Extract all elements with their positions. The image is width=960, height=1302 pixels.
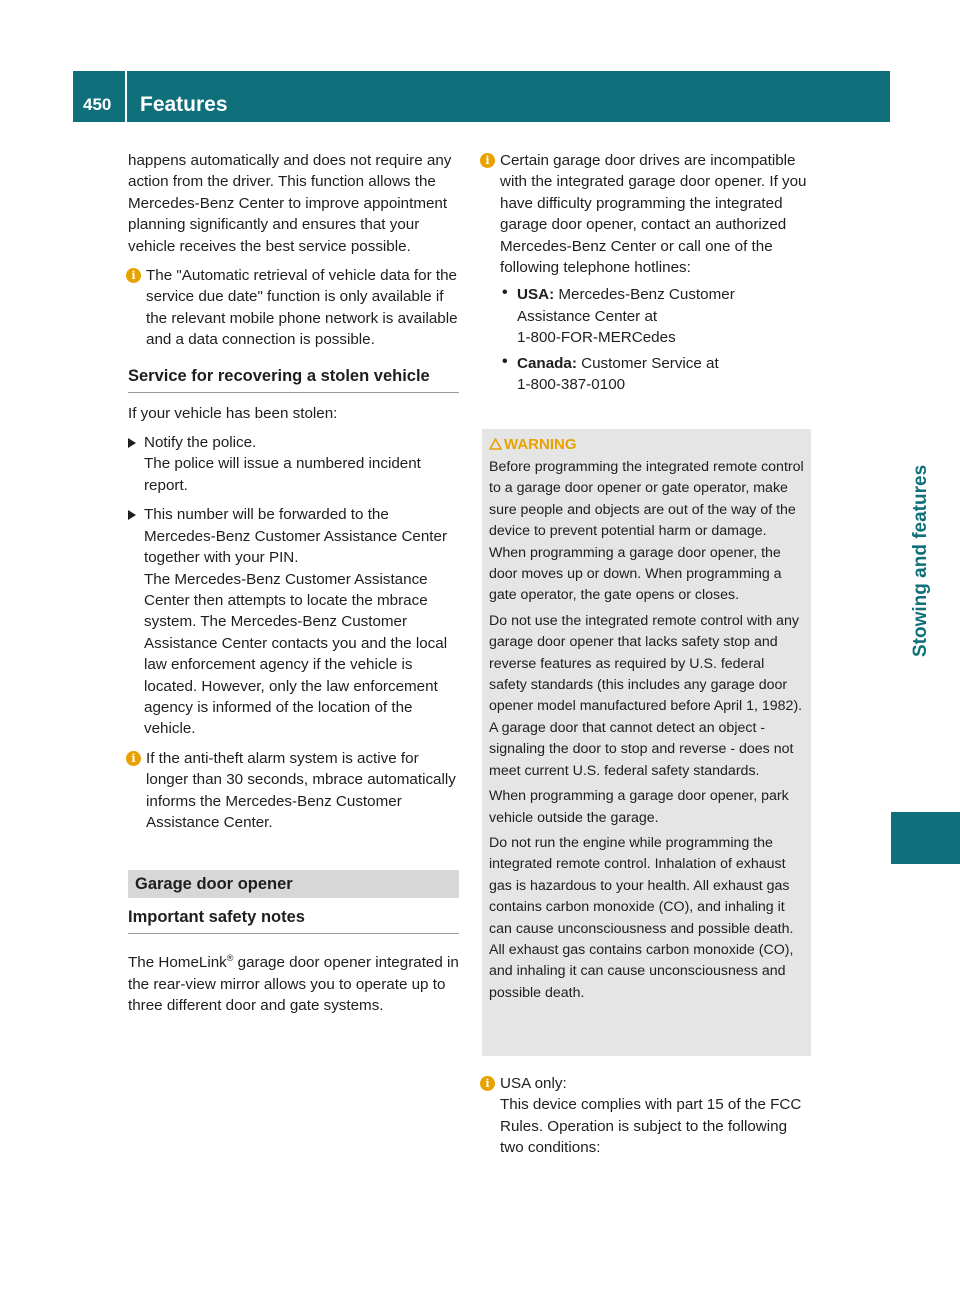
warning-triangle-icon <box>489 438 502 450</box>
step-text: This number will be forwarded to the Mercedes-Benz Customer Assistance Center together with your PIN. <box>144 506 448 567</box>
step-forward-number <box>128 504 459 739</box>
left-column <box>128 150 459 1017</box>
page-number: 450 <box>83 95 112 114</box>
hotline-text: Customer Service at <box>576 354 719 372</box>
hotline-text: Mercedes-Benz Customer <box>554 286 735 304</box>
step-result: The Mercedes-Benz Customer Assistance Center then attempts to locate the mbrace system. The Mercedes-Benz Customer Assistance Center contacts you and the local law enforcement agency if the vehicle is located. However, only the law enforcement agency is informed of the location of the vehicle. <box>144 570 448 738</box>
info-note-garage-drives <box>482 150 812 395</box>
info-icon: i <box>480 1076 495 1091</box>
step-result: The police will issue a numbered incident report. <box>144 455 421 494</box>
warning-box <box>482 429 811 1056</box>
info-icon: i <box>480 153 495 168</box>
warning-paragraph: When programming a garage door opener, park vehicle outside the garage. <box>489 788 789 826</box>
warning-title <box>489 435 804 455</box>
warning-title-text: WARNING <box>504 436 577 453</box>
hotline-text: Assistance Center at <box>517 307 658 325</box>
info-note-automatic-retrieval <box>128 265 459 351</box>
info-note-text: The "Automatic retrieval of vehicle data for the service due date" function is only available if the relevant mobile phone network is available and a data connection is possible. <box>146 267 458 349</box>
info-icon: i <box>126 751 141 766</box>
hotline-number: 1-800-FOR-MERCedes <box>517 329 676 347</box>
hotline-canada <box>500 353 812 396</box>
warning-paragraph: Do not use the integrated remote control with any garage door opener that lacks safety stop and reverse features as required by U.S. federal safety standards (this includes any garage door opener model manufactured before April 1, 1982). A garage door that cannot detect an object - signaling the door to stop and reverse - does not meet current U.S. federal safety standards. <box>489 612 803 779</box>
usa-only-note <box>482 1073 812 1159</box>
side-tab-marker <box>891 812 960 864</box>
heading-important-safety-notes: Important safety notes <box>128 906 459 934</box>
stolen-intro: If your vehicle has been stolen: <box>128 404 338 422</box>
fcc-text: This device complies with part 15 of the FCC Rules. Operation is subject to the following two conditions: <box>500 1096 802 1157</box>
info-note-text: If the anti-theft alarm system is active for longer than 30 seconds, mbrace automatically informs the Mercedes-Benz Customer Assistance Center. <box>146 749 456 831</box>
registered-mark: ® <box>226 953 234 964</box>
bullet-dot-icon: • <box>502 352 508 370</box>
side-tab-label: Stowing and features <box>910 464 931 657</box>
page-title: Features <box>140 93 228 116</box>
step-notify-police <box>128 432 459 496</box>
info-icon: i <box>126 268 141 283</box>
step-arrow-icon <box>128 510 136 520</box>
warning-paragraph: Before programming the integrated remote control to a garage door opener or gate operator, make sure people and objects are out of the way of the device to prevent potential harm or damage. When programming a garage door opener, the door moves up or down. When programming a gate operator, the gate opens or closes. <box>489 459 804 604</box>
step-text: Notify the police. <box>144 434 257 452</box>
right-column <box>482 150 812 395</box>
hotline-label: USA: <box>517 286 555 304</box>
info-note-text: Certain garage door drives are incompatible with the integrated garage door opener. If you have difficulty programming the integrated garage door opener, contact an authorized Mercedes-Benz Center or call one of the following telephone hotlines: <box>500 152 807 277</box>
intro-paragraph: happens automatically and does not require any action from the driver. This function allows the Mercedes-Benz Center to improve appointment planning significantly and ensures that your vehicle receives the best service possible. <box>128 152 452 255</box>
homelink-text-start: The HomeLink <box>128 954 227 972</box>
info-note-fcc <box>482 1073 812 1159</box>
step-arrow-icon <box>128 438 136 448</box>
hotline-usa <box>500 284 812 348</box>
info-note-anti-theft <box>128 748 459 834</box>
usa-only-label: USA only: <box>500 1075 567 1092</box>
hotline-label: Canada: <box>517 354 577 372</box>
section-garage-door-opener: Garage door opener <box>128 870 459 898</box>
hotline-number: 1-800-387-0100 <box>517 376 626 394</box>
header-divider <box>125 71 127 122</box>
bullet-dot-icon: • <box>502 284 508 302</box>
warning-paragraph: Do not run the engine while programming the integrated remote control. Inhalation of exhaust gas is hazardous to your health. All exhaust gas contains carbon monoxide (CO), and inhaling it can cause unconsciousness and possible death. All exhaust gas contains carbon monoxide (CO), and inhaling it can cause unconsciousness and possible death. <box>489 834 794 1001</box>
homelink-paragraph <box>128 948 459 1016</box>
homelink-text-rest: garage door opener integrated in the rear-view mirror allows you to operate up to three different door and gate systems. <box>128 954 459 1015</box>
heading-stolen-vehicle: Service for recovering a stolen vehicle <box>128 365 459 393</box>
